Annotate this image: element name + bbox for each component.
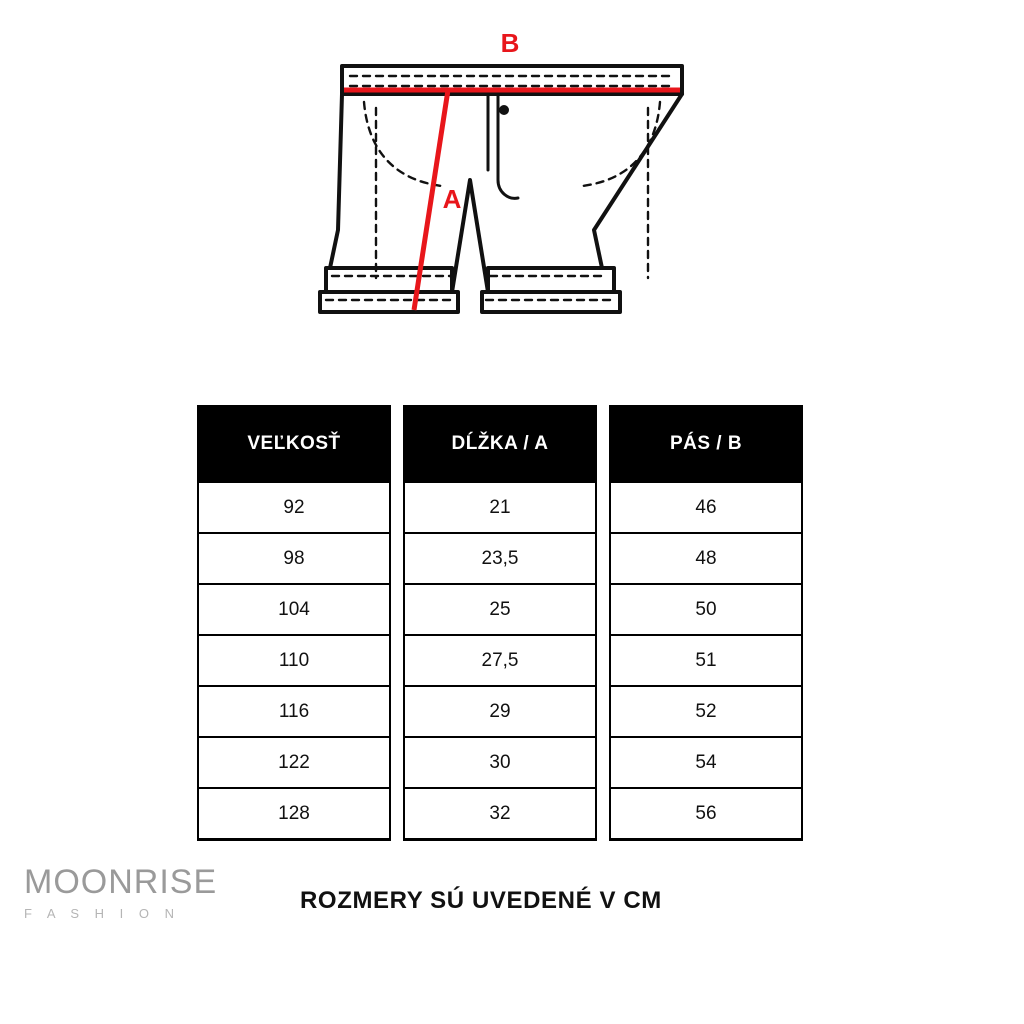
cell-size: 92	[197, 483, 391, 534]
table-row	[197, 534, 803, 585]
table-row	[197, 738, 803, 789]
cell-waist: 56	[609, 789, 803, 841]
cell-length: 32	[403, 789, 597, 841]
size-table-container	[185, 405, 815, 841]
cell-length: 21	[403, 483, 597, 534]
cell-size: 116	[197, 687, 391, 738]
cell-size: 128	[197, 789, 391, 841]
garment-diagram	[0, 30, 1024, 380]
cell-waist: 48	[609, 534, 803, 585]
cell-length: 27,5	[403, 636, 597, 687]
units-note: ROZMERY SÚ UVEDENÉ V CM	[300, 887, 662, 914]
cell-length: 29	[403, 687, 597, 738]
cell-waist: 51	[609, 636, 803, 687]
size-table	[185, 405, 815, 841]
cell-size: 122	[197, 738, 391, 789]
cell-size: 110	[197, 636, 391, 687]
cell-length: 25	[403, 585, 597, 636]
cell-size: 98	[197, 534, 391, 585]
column-header-waist: PÁS / B	[609, 405, 803, 483]
shorts-illustration	[302, 30, 722, 360]
brand-name: MOONRISE	[24, 863, 218, 901]
brand-logo	[24, 865, 254, 921]
measure-label-b: B	[500, 30, 520, 58]
cell-waist: 50	[609, 585, 803, 636]
cell-waist: 46	[609, 483, 803, 534]
cell-waist: 52	[609, 687, 803, 738]
table-row	[197, 687, 803, 738]
cell-length: 23,5	[403, 534, 597, 585]
measure-label-a: A	[442, 184, 462, 214]
cell-size: 104	[197, 585, 391, 636]
cell-waist: 54	[609, 738, 803, 789]
table-row	[197, 789, 803, 841]
footer	[0, 855, 1024, 965]
brand-tagline: F A S H I O N	[24, 906, 181, 921]
table-row	[197, 636, 803, 687]
cell-length: 30	[403, 738, 597, 789]
table-row	[197, 585, 803, 636]
table-row	[197, 483, 803, 534]
column-header-size: VEĽKOSŤ	[197, 405, 391, 483]
table-header-row	[197, 405, 803, 483]
column-header-length: DĹŽKA / A	[403, 405, 597, 483]
